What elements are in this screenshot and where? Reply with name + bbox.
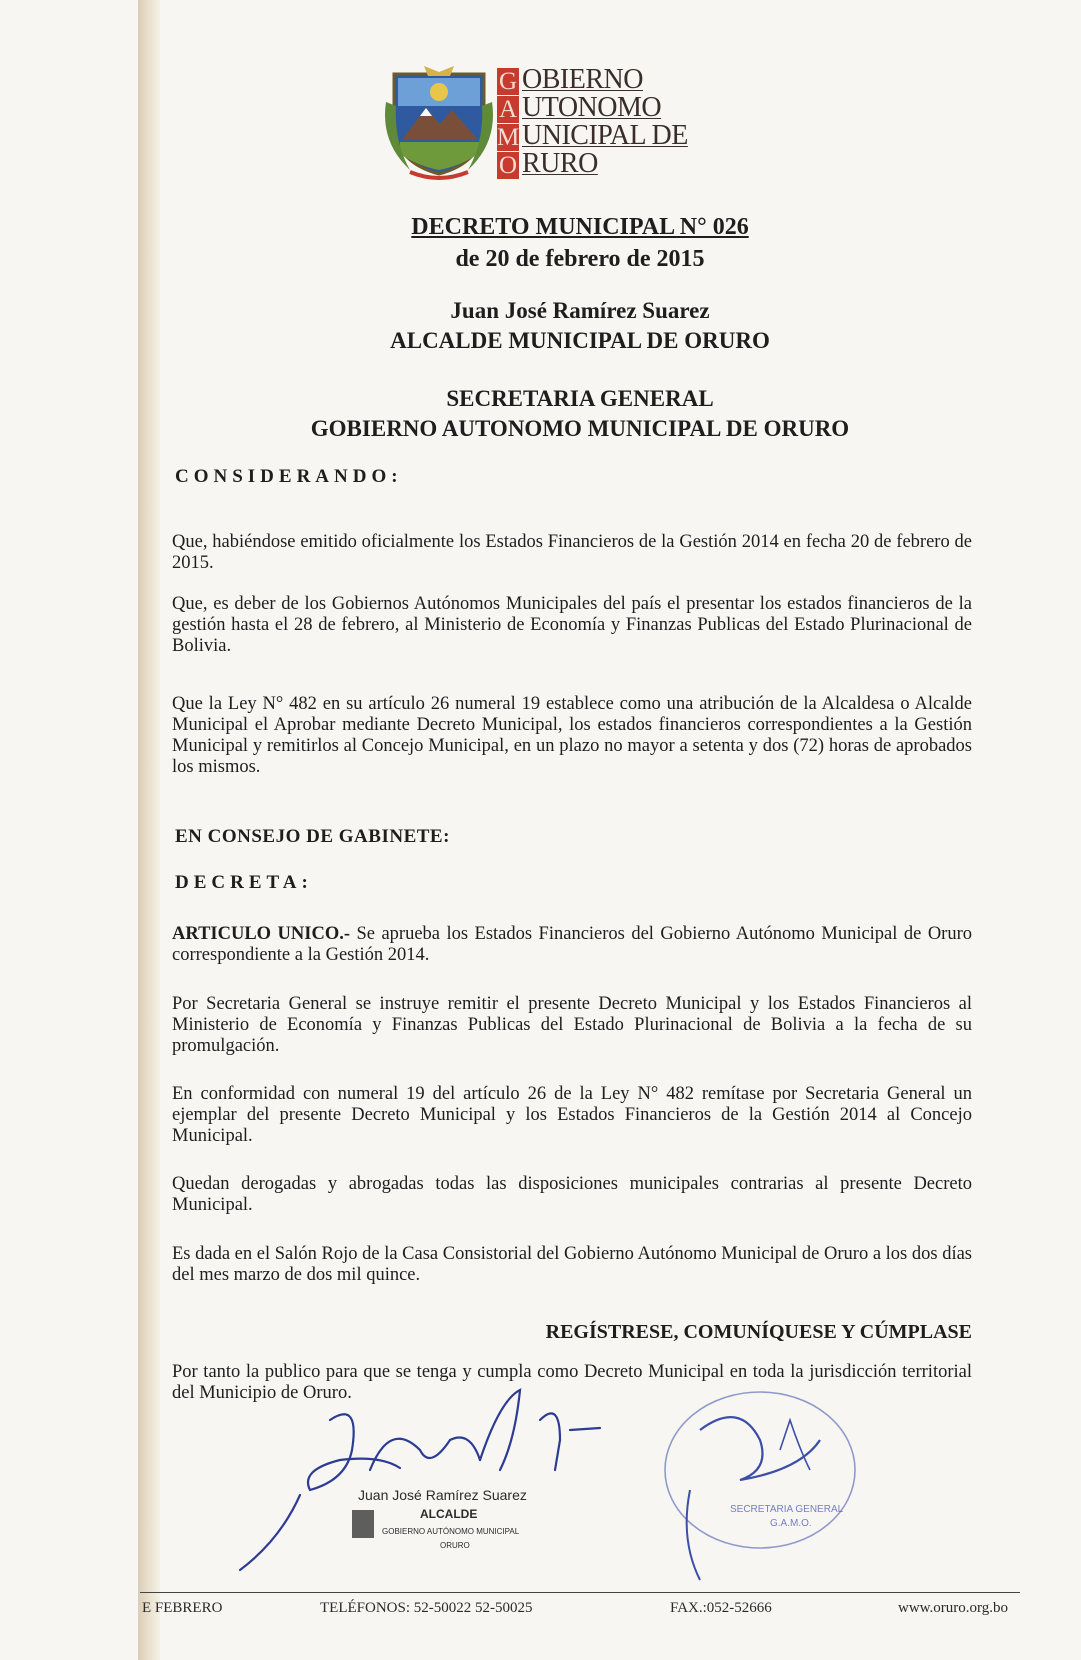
footer-website: www.oruro.org.bo	[898, 1600, 1008, 1616]
logo-initials	[497, 68, 519, 180]
mayor-title: ALCALDE MUNICIPAL DE ORURO	[390, 328, 770, 353]
svg-text:G.A.M.O.: G.A.M.O.	[770, 1518, 812, 1529]
mayor-seal-stamp	[352, 1487, 527, 1550]
svg-text:Juan José Ramírez Suarez: Juan José Ramírez Suarez	[358, 1487, 527, 1503]
logo-initial-o: O	[498, 152, 518, 179]
article-label: ARTICULO UNICO.-	[172, 924, 350, 944]
logo-initial-g: G	[498, 68, 518, 95]
svg-text:ORURO: ORURO	[440, 1541, 470, 1550]
secretary-stamp	[665, 1392, 855, 1580]
footer-divider	[140, 1592, 1020, 1593]
mayor-name: Juan José Ramírez Suarez	[450, 298, 710, 323]
consejo-heading: EN CONSEJO DE GABINETE:	[175, 826, 450, 847]
logo-word-3: UNICIPAL DE	[522, 120, 688, 151]
logo-word-2: UTONOMO	[522, 92, 662, 123]
svg-text:SECRETARIA GENERAL: SECRETARIA GENERAL	[730, 1504, 844, 1515]
logo-word-1: OBIERNO	[522, 64, 643, 95]
svg-text:ALCALDE: ALCALDE	[420, 1507, 478, 1521]
logo-initial-a: A	[498, 96, 518, 123]
considerando-paragraph-3: Que la Ley N° 482 en su artículo 26 numeral 19 establece como una atribución de la Alcaldesa o Alcalde Municipal el Aprobar mediante Decreto Municipal, los estados financieros correspondientes a la Gestión Municipal y remitirlos al Concejo Municipal, en un plazo no mayor a setenta y dos (72) horas de aprobados los mismos.	[172, 694, 972, 777]
decreta-paragraph-3: Quedan derogadas y abrogadas todas las disposiciones municipales contrarias al presente Decreto Municipal.	[172, 1174, 972, 1215]
decree-number: DECRETO MUNICIPAL N° 026	[411, 214, 749, 240]
decree-date: de 20 de febrero de 2015	[455, 246, 705, 272]
promulgation-paragraph: Por tanto la publico para que se tenga y cumpla como Decreto Municipal en toda la jurisdicción territorial del Municipio de Oruro.	[172, 1362, 972, 1403]
logo-word-4: RURO	[522, 148, 598, 179]
decreta-paragraph-1: Por Secretaria General se instruye remitir el presente Decreto Municipal y los Estados Financieros al Ministerio de Economía y Finanzas Publicas del Estado Plurinacional de Bolivia a la fecha de su promulgación.	[172, 994, 972, 1056]
considerando-paragraph-1: Que, habiéndose emitido oficialmente los Estados Financieros de la Gestión 2014 en fecha 20 de febrero de 2015.	[172, 532, 972, 573]
closing-formula: REGÍSTRESE, COMUNÍQUESE Y CÚMPLASE	[545, 1321, 972, 1343]
svg-text:GOBIERNO AUTÓNOMO MUNICIPAL: GOBIERNO AUTÓNOMO MUNICIPAL	[382, 1527, 520, 1536]
article-unico	[172, 924, 972, 966]
considerando-paragraph-2: Que, es deber de los Gobiernos Autónomos Municipales del país el presentar los estados financieros de la gestión hasta el 28 de febrero, al Ministerio de Economía y Finanzas Publicas del Estado Plurinacional de Bolivia.	[172, 594, 972, 656]
footer-phones: TELÉFONOS: 52-50022 52-50025	[320, 1600, 533, 1616]
logo-initial-m: M	[497, 124, 520, 151]
mayor-signature	[240, 1390, 600, 1570]
municipal-coat-of-arms-icon	[380, 62, 498, 182]
office-line-1: SECRETARIA GENERAL	[446, 386, 714, 411]
article-text: Se aprueba los Estados Financieros del Gobierno Autónomo Municipal de Oruro correspondiente a la Gestión 2014.	[172, 924, 973, 965]
logo-wordmark	[522, 66, 688, 178]
footer-fax: FAX.:052-52666	[670, 1600, 772, 1616]
office-line-2: GOBIERNO AUTONOMO MUNICIPAL DE ORURO	[310, 416, 850, 441]
decreta-heading: DECRETA:	[175, 872, 313, 893]
decreta-paragraph-4: Es dada en el Salón Rojo de la Casa Consistorial del Gobierno Autónomo Municipal de Oruro a los dos días del mes marzo de dos mil quince.	[172, 1244, 972, 1285]
considerando-heading: CONSIDERANDO:	[175, 466, 403, 487]
secretary-stamp-text	[730, 1504, 844, 1529]
footer-address: E FEBRERO	[142, 1600, 223, 1616]
decreta-paragraph-2: En conformidad con numeral 19 del artículo 26 de la Ley N° 482 remítase por Secretaria General un ejemplar del presente Decreto Municipal y los Estados Financieros de la Gestión 2014 al Concejo Municipal.	[172, 1084, 972, 1146]
